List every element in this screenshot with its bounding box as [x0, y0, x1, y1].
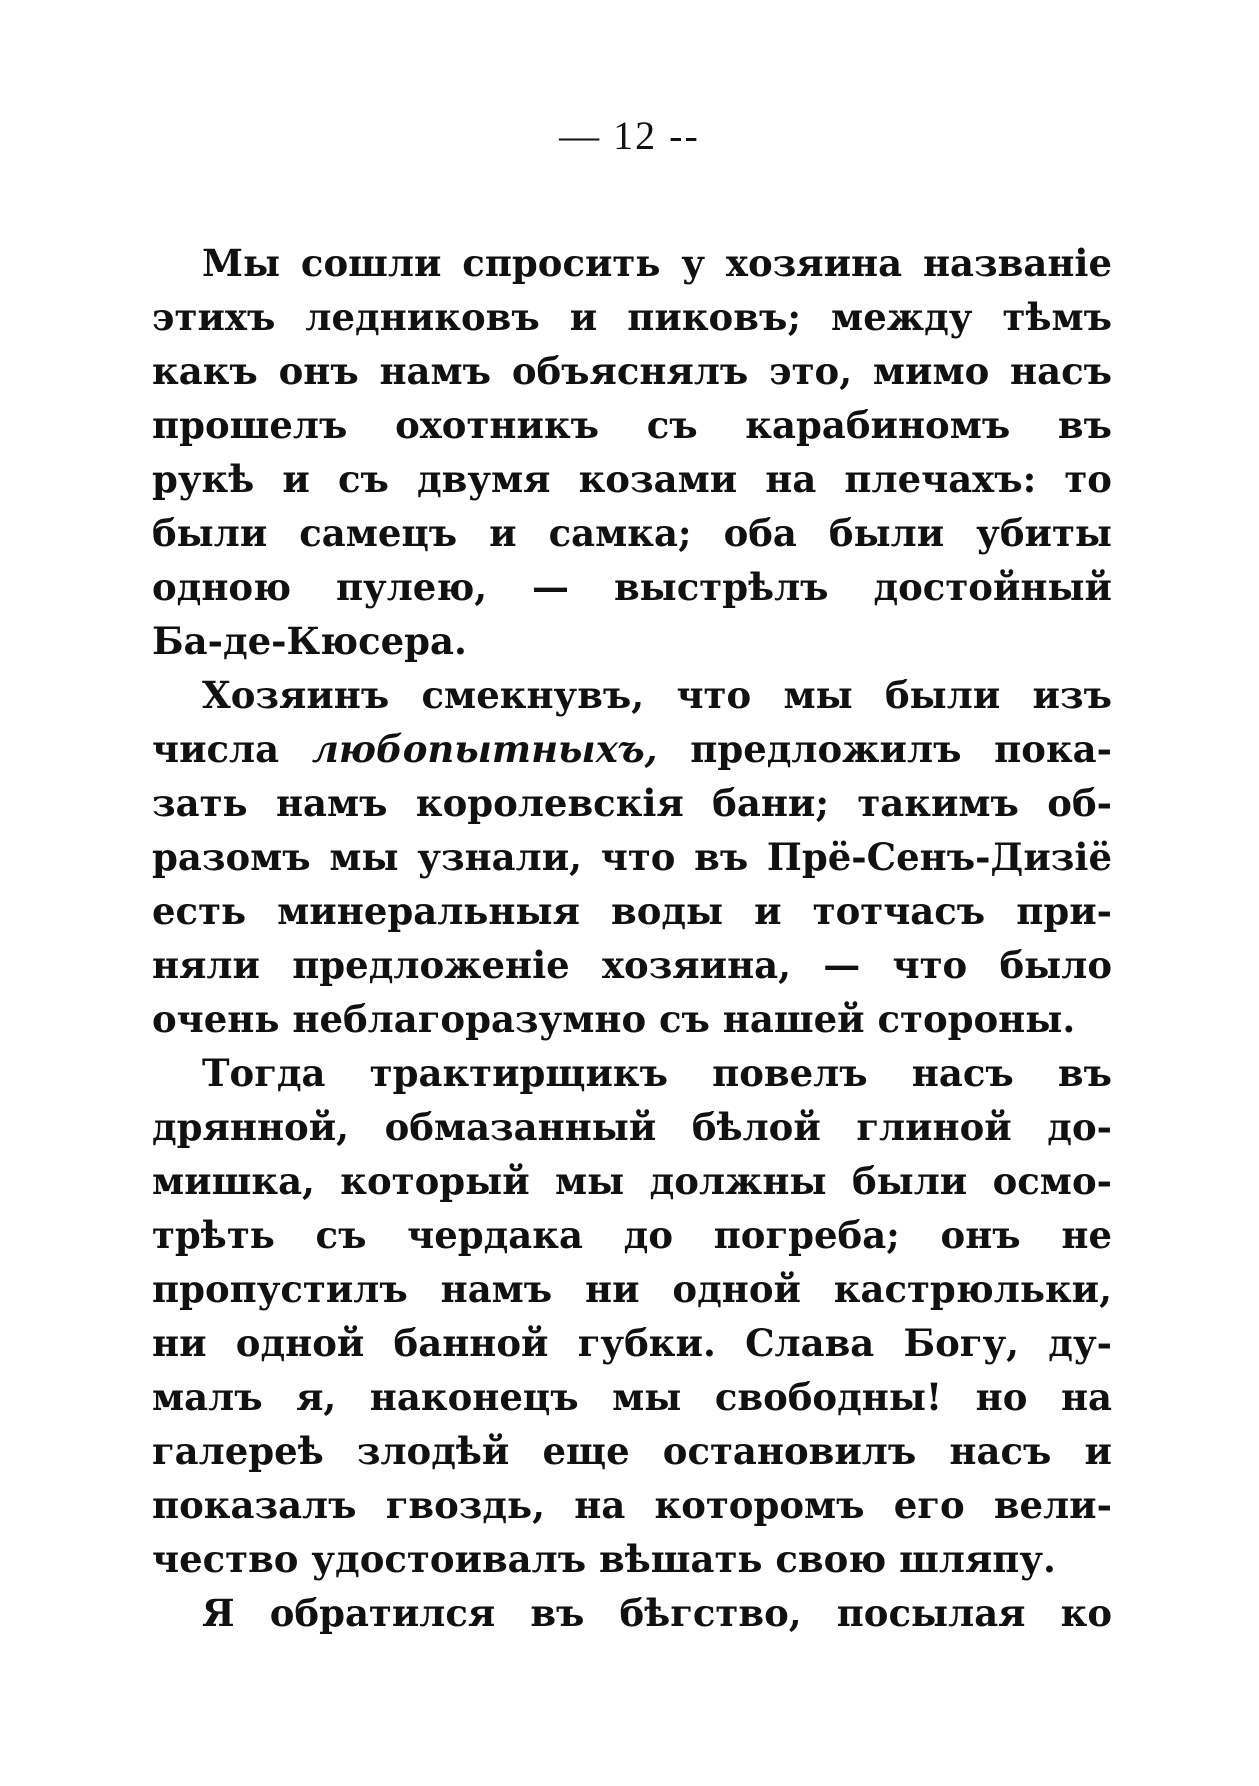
text-line: разомъ мы узнали, что въ Прё-Сенъ-Дизіё — [152, 835, 1112, 879]
emphasized-word: любопытныхъ, — [311, 727, 658, 771]
text-line: дрянной, обмазанный бѣлой глиной до- — [152, 1105, 1112, 1149]
text-line: няли предложеніе хозяина, — что было — [152, 943, 1112, 987]
text-line: Мы сошли спросить у хозяина названіе — [202, 241, 1112, 285]
text-line: мишка, который мы должны были осмо- — [152, 1159, 1112, 1203]
text-line: были самецъ и самка; оба были убиты — [152, 511, 1112, 555]
text-line: галереѣ злодѣй еще остановилъ насъ и — [152, 1429, 1112, 1473]
text-line: Я обратился въ бѣгство, посылая ко — [202, 1591, 1112, 1635]
text-line: этихъ ледниковъ и пиковъ; между тѣмъ — [152, 295, 1112, 339]
text-line: прошелъ охотникъ съ карабиномъ въ — [152, 403, 1112, 447]
paragraph-2 — [152, 668, 1112, 1046]
text-line: Ба-де-Кюсера. — [152, 619, 467, 663]
text-line: очень неблагоразумно съ нашей стороны. — [152, 997, 1076, 1041]
text-line: есть минеральныя воды и тотчасъ при- — [152, 889, 1112, 933]
text-line: ни одной банной губки. Слава Богу, ду- — [152, 1321, 1112, 1365]
text-line: чество удостоивалъ вѣшать свою шляпу. — [152, 1537, 1056, 1581]
text-line: Тогда трактирщикъ повелъ насъ въ — [202, 1051, 1112, 1095]
page-number: — 12 -- — [559, 113, 700, 158]
text-line: какъ онъ намъ объяснялъ это, мимо насъ — [152, 349, 1112, 393]
text-line: пропустилъ намъ ни одной кастрюльки, — [152, 1267, 1112, 1311]
text-line: рукѣ и съ двумя козами на плечахъ: то — [152, 457, 1112, 501]
text-line: трѣть съ чердака до погреба; онъ не — [152, 1213, 1112, 1257]
text-line: зать намъ королевскія бани; такимъ об- — [152, 781, 1112, 825]
paragraph-3 — [152, 1046, 1112, 1586]
body-text — [152, 236, 1112, 1640]
text-line: малъ я, наконецъ мы свободны! но на — [152, 1375, 1112, 1419]
text-line: одною пулею, — выстрѣлъ достойный — [152, 565, 1112, 609]
text-line: показалъ гвоздь, на которомъ его вели- — [152, 1483, 1112, 1527]
text-line: числа любопытныхъ, предложилъ пока- — [152, 727, 1112, 771]
paragraph-4 — [152, 1586, 1112, 1640]
text-line: Хозяинъ смекнувъ, что мы были изъ — [202, 673, 1112, 717]
paragraph-1 — [152, 236, 1112, 668]
